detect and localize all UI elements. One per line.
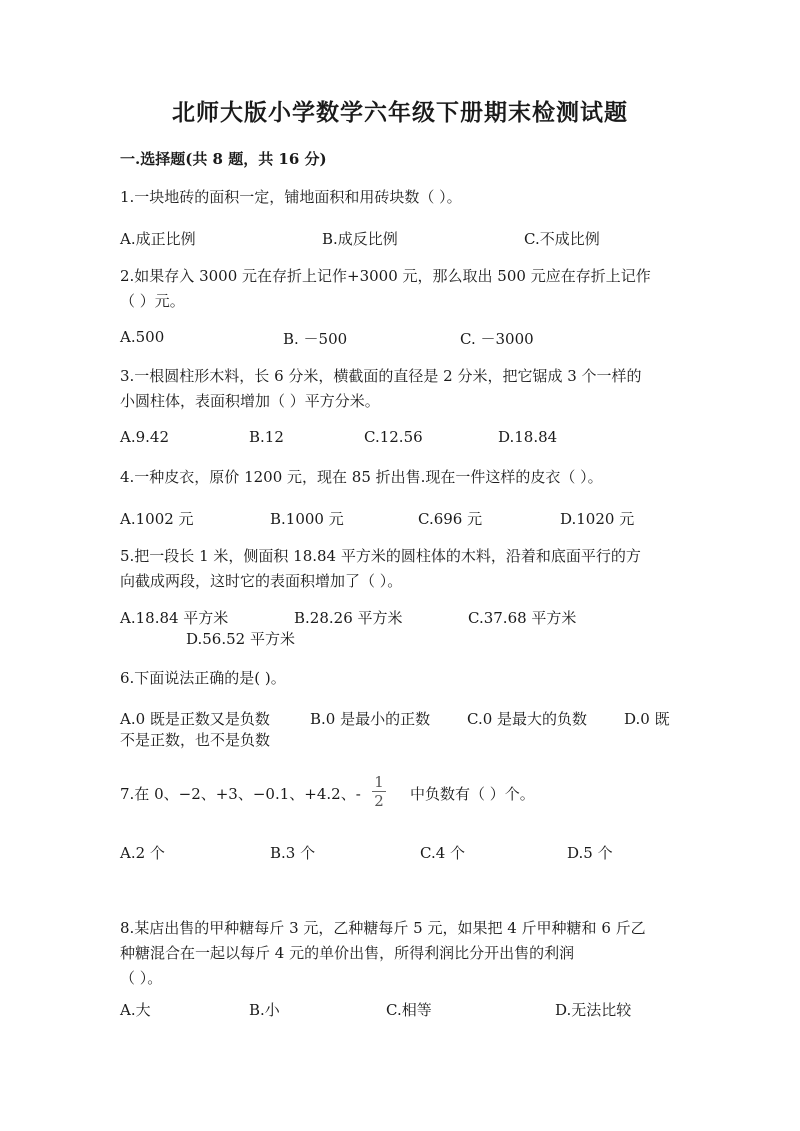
question-2-option-b[interactable]: B. －500 (283, 330, 348, 348)
question-4-option-b[interactable]: B.1000 元 (270, 510, 344, 528)
question-8-option-d[interactable]: D.无法比较 (555, 1001, 632, 1019)
question-5-option-b[interactable]: B.28.26 平方米 (294, 609, 403, 627)
question-8-stem (120, 916, 680, 991)
question-7-option-d[interactable]: D.5 个 (567, 844, 613, 862)
question-6-option-c[interactable]: C.0 是最大的负数 (467, 710, 588, 728)
question-1-option-c[interactable]: C.不成比例 (524, 230, 600, 248)
question-5-option-c[interactable]: C.37.68 平方米 (468, 609, 577, 627)
fraction-denominator: 2 (374, 792, 384, 810)
question-5-option-d[interactable]: D.56.52 平方米 (186, 630, 295, 648)
question-5-option-a[interactable]: A.18.84 平方米 (120, 609, 229, 627)
question-7-option-c[interactable]: C.4 个 (420, 844, 466, 862)
fraction-one-half (372, 774, 386, 809)
question-7-stem-suffix: 中负数有（ ）个。 (410, 785, 535, 803)
question-8-option-a[interactable]: A.大 (120, 1001, 151, 1019)
question-4-option-c[interactable]: C.696 元 (418, 510, 483, 528)
question-6-stem: 6.下面说法正确的是( )。 (120, 669, 286, 687)
question-6-option-b[interactable]: B.0 是最小的正数 (310, 710, 431, 728)
question-2-stem (120, 264, 680, 314)
question-3-line-1: 3.一根圆柱形木料，长 6 分米，横截面的直径是 2 分米，把它锯成 3 个一样的 (120, 367, 642, 385)
question-2-line-2: （ ）元。 (120, 292, 185, 310)
question-3-option-b[interactable]: B.12 (249, 428, 284, 446)
question-3-line-2: 小圆柱体，表面积增加（ ）平方分米。 (120, 392, 380, 410)
question-8-line-3: （ ）。 (120, 969, 163, 987)
question-8-option-c[interactable]: C.相等 (386, 1001, 432, 1019)
fraction-numerator: 1 (374, 773, 384, 791)
question-3-option-c[interactable]: C.12.56 (364, 428, 423, 446)
question-8-line-1: 8.某店出售的甲种糖每斤 3 元，乙种糖每斤 5 元，如果把 4 斤甲种糖和 6 斤乙 (120, 919, 646, 937)
question-4-option-a[interactable]: A.1002 元 (120, 510, 194, 528)
question-8-option-b[interactable]: B.小 (249, 1001, 280, 1019)
question-4-stem: 4.一种皮衣，原价 1200 元，现在 85 折出售.现在一件这样的皮衣（ ）。 (120, 468, 603, 486)
section-heading: 一.选择题(共 8 题，共 16 分) (120, 150, 327, 168)
question-5-stem (120, 544, 680, 594)
question-7-option-a[interactable]: A.2 个 (120, 844, 165, 862)
question-5-line-1: 5.把一段长 1 米，侧面积 18.84 平方米的圆柱体的木料，沿着和底面平行的方 (120, 547, 641, 565)
question-6-option-d-continued[interactable]: 不是正数，也不是负数 (120, 731, 271, 749)
page-title: 北师大版小学数学六年级下册期末检测试题 (172, 99, 628, 126)
question-1-option-a[interactable]: A.成正比例 (120, 230, 196, 248)
question-1-stem: 1.一块地砖的面积一定，铺地面积和用砖块数（ ）。 (120, 188, 462, 206)
question-2-line-1: 2.如果存入 3000 元在存折上记作+3000 元，那么取出 500 元应在存折上记作 (120, 267, 651, 285)
question-3-stem (120, 364, 680, 414)
question-6-option-a[interactable]: A.0 既是正数又是负数 (120, 710, 270, 728)
question-7-stem-prefix: 7.在 0、−2、+3、−0.1、+4.2、- (120, 785, 361, 803)
question-1-option-b[interactable]: B.成反比例 (322, 230, 398, 248)
question-2-option-a[interactable]: A.500 (120, 328, 165, 346)
question-3-option-d[interactable]: D.18.84 (498, 428, 558, 446)
question-2-option-c[interactable]: C. －3000 (460, 330, 534, 348)
question-3-option-a[interactable]: A.9.42 (120, 428, 169, 446)
question-6-option-d[interactable]: D.0 既 (624, 710, 670, 728)
question-7-option-b[interactable]: B.3 个 (270, 844, 316, 862)
question-4-option-d[interactable]: D.1020 元 (560, 510, 635, 528)
question-8-line-2: 种糖混合在一起以每斤 4 元的单价出售，所得利润比分开出售的利润 (120, 944, 575, 962)
question-5-line-2: 向截成两段，这时它的表面积增加了（ ）。 (120, 572, 403, 590)
